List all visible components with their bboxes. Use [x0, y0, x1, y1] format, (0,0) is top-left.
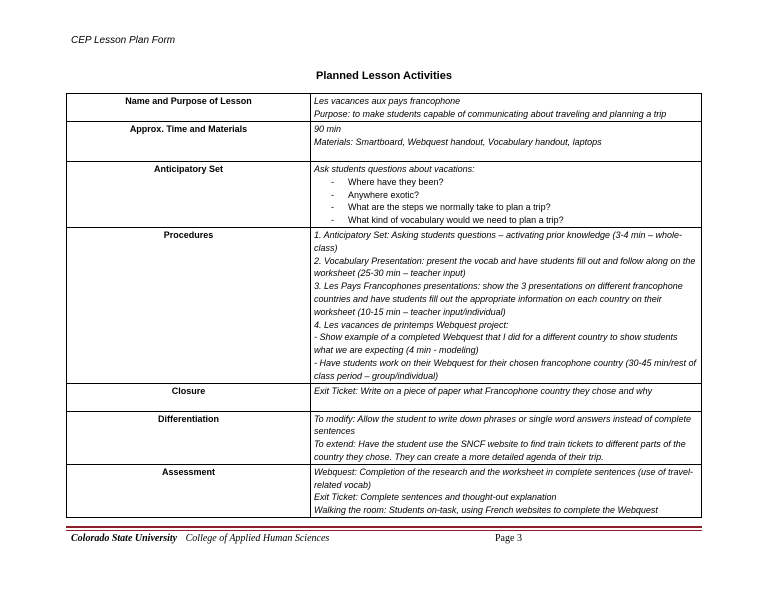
row-time-materials [67, 122, 702, 162]
text-line: Exit Ticket: Complete sentences and thought-out explanation [314, 492, 557, 503]
label-differentiation: Differentiation [67, 411, 311, 464]
text-line: Exit Ticket: Write on a piece of paper what Francophone country they chose and why [314, 385, 653, 396]
list-item: - Where have they been? [328, 176, 698, 189]
text-line: - Have students work on their Webquest for their chosen francophone country (30-45 min/rest of class period – group/individual) [314, 357, 697, 381]
text-line: Materials: Smartboard, Webquest handout, Vocabulary handout, laptops [314, 136, 602, 147]
label-name-purpose: Name and Purpose of Lesson [67, 94, 311, 122]
text-line: 2. Vocabulary Presentation: present the vocab and have students fill out and follow along on the worksheet (25-30 min – teacher input) [314, 255, 696, 279]
text-line: To modify: Allow the student to write down phrases or single word answers instead of complete sentences [314, 413, 692, 437]
text-line: Purpose: to make students capable of communicating about traveling and planning a trip [314, 108, 667, 119]
text-line: 1. Anticipatory Set: Asking students questions – activating prior knowledge (3-4 min – whole-class) [314, 229, 683, 253]
content-name-purpose [311, 94, 702, 122]
text-line: 4. Les vacances de printemps Webquest project: [314, 319, 509, 330]
label-anticipatory-set: Anticipatory Set [67, 162, 311, 228]
content-assessment [311, 464, 702, 517]
footer-rule-thin [66, 530, 702, 531]
list-item: - What are the steps we normally take to plan a trip? [328, 201, 698, 214]
label-procedures: Procedures [67, 227, 311, 383]
content-procedures [311, 227, 702, 383]
form-header: CEP Lesson Plan Form [71, 35, 176, 46]
text-line: 3. Les Pays Francophones presentations: show the 3 presentations on different francophone countries and have students fill out the appropriate information on each country on their worksheet (10-15 min – teacher input/individual) [314, 281, 683, 317]
text-line: Ask students questions about vacations: [314, 164, 475, 174]
text-line: Webquest: Completion of the research and the worksheet in complete sentences (use of travel-related vocab) [314, 466, 694, 490]
text-line: - Show example of a completed Webquest that I did for a different country to show students what we are expecting (4 min - modeling) [314, 332, 678, 356]
list-item: - What kind of vocabulary would we need to plan a trip? [328, 214, 698, 227]
row-procedures [67, 227, 702, 383]
college-name: College of Applied Human Sciences [185, 533, 330, 544]
text-line: Les vacances aux pays francophone [314, 96, 461, 106]
text-line: To extend: Have the student use the SNCF website to find train tickets to different parts of the country they chose. They can create a more detailed agenda of their trip. [314, 439, 686, 462]
label-assessment: Assessment [67, 464, 311, 517]
row-differentiation [67, 411, 702, 464]
label-closure: Closure [67, 383, 311, 411]
list-item: - Anywhere exotic? [328, 189, 698, 202]
question-list [314, 176, 698, 227]
row-closure [67, 383, 702, 411]
page-number: Page 3 [495, 533, 522, 544]
footer-rule [66, 526, 702, 528]
content-closure [311, 383, 702, 411]
row-assessment [67, 464, 702, 517]
row-name-purpose [67, 94, 702, 122]
row-anticipatory-set [67, 162, 702, 228]
lesson-plan-table [66, 93, 702, 518]
university-name: Colorado State University [71, 533, 178, 544]
page-title: Planned Lesson Activities [316, 70, 452, 82]
label-time-materials: Approx. Time and Materials [67, 122, 311, 162]
page-footer [71, 533, 702, 544]
text-line: Walking the room: Students on-task, using French websites to complete the Webquest [314, 505, 658, 516]
content-anticipatory-set [311, 162, 702, 228]
content-time-materials [311, 122, 702, 162]
text-line: 90 min [314, 124, 342, 134]
content-differentiation [311, 411, 702, 464]
